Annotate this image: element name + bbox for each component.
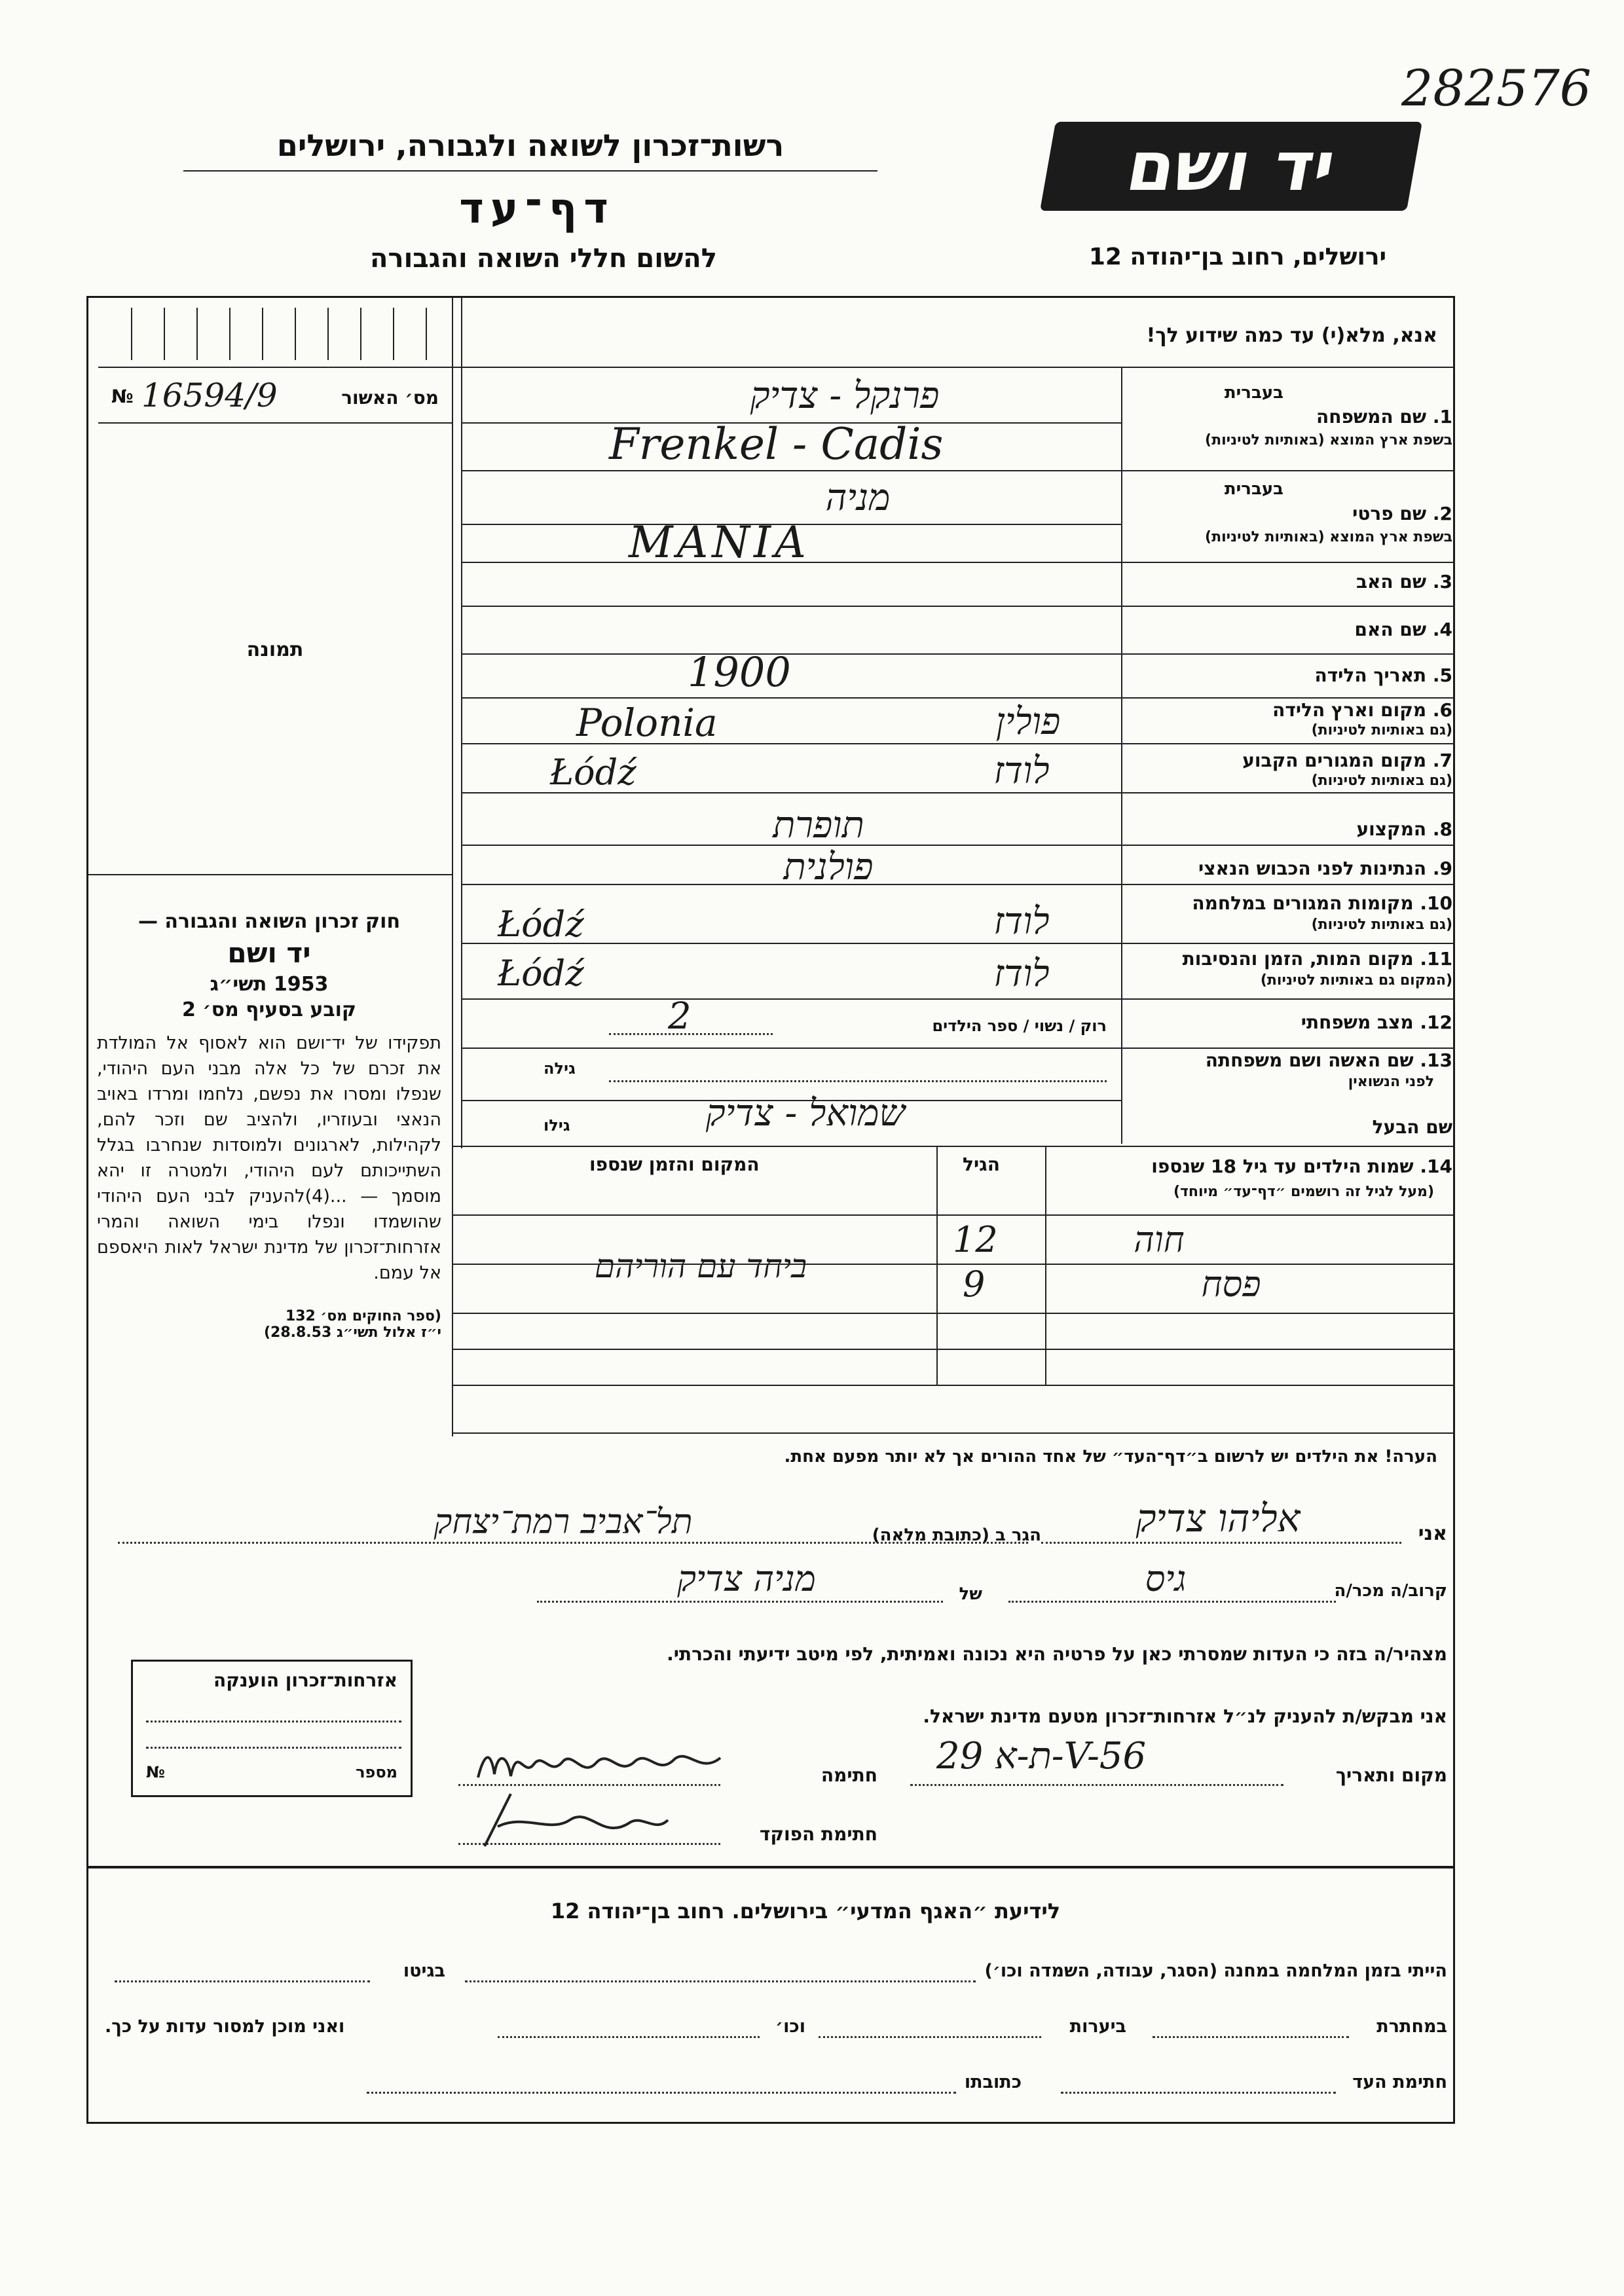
- note-top-line: [452, 1432, 1455, 1434]
- f5-label: 5. תאריך הלידה: [1314, 665, 1452, 686]
- f2-hebrew-tag: בעברית: [1224, 479, 1283, 499]
- f10-value-hebrew: לודז: [993, 900, 1050, 943]
- citizenship-number-label: מספר: [356, 1763, 397, 1781]
- f3-label: 3. שם האב: [1356, 571, 1452, 592]
- law-body: תפקידו של יד־ושם הוא לאסוף אל המולדת את זכרם של כל אלה מבני העם היהודי, שנפלו ומסרו את נפשם, נלחמו ומרדו באויב הנאצי ובעוזריו, ולהציב שם וזכר להם, לקהילות, לארגונים ולמוסדות שנחרבו בגלל השתייכותם לעם היהודי, ולמטרה זו יהא מוסמך — ...(4)להעניק לבני העם היהודי שהושמדו ונפלו בימי השואה והמרי אזרחות־זכרון של מדינת ישראל לאות היאספם אל עמם.: [97, 1033, 441, 1283]
- f7-value-hebrew: לודז: [993, 750, 1050, 792]
- law-ref-2: י״ז אלול תשי״ג 28.8.53): [263, 1324, 441, 1341]
- bottom-title: לידיעת ״האגף המדעי״ בירושלים. רחוב בן־יהודה 12: [550, 1899, 1061, 1923]
- law-block: [97, 910, 441, 1341]
- declarant-relation: גיס: [1145, 1558, 1187, 1599]
- authority-underline: [183, 170, 877, 172]
- f13-label: 13. שם האשה ושם משפחתה: [1205, 1049, 1452, 1071]
- f1-label: 1. שם המשפחה: [1316, 406, 1452, 428]
- left-column-divider: [452, 297, 453, 1436]
- f7-label: 7. מקום המגורים הקבוע: [1242, 750, 1452, 771]
- bottom-line2-a: במחתרת: [1376, 2016, 1447, 2037]
- note-text: הערה! את הילדים יש לרשום ב״דף־העד״ של אחד ההורים אך לא יותר מפעם אחת.: [784, 1447, 1437, 1467]
- children-col-place: המקום והזמן שנספו: [589, 1154, 760, 1175]
- citizenship-box: [131, 1660, 413, 1797]
- f13-age-label: גילה: [544, 1059, 576, 1078]
- intro-text: אנא, מלא(י) עד כמה שידוע לך!: [1146, 324, 1437, 347]
- approval-top-line: [98, 367, 452, 368]
- f6-value-latin: Polonia: [576, 701, 718, 745]
- f13-husband-age-label: גילו: [544, 1116, 570, 1135]
- yad-vashem-logo: יד ושם: [1040, 122, 1422, 211]
- f9-value: פולנית: [783, 846, 874, 888]
- f7-sublabel: (גם באותיות לטיניות): [1311, 773, 1452, 789]
- law-section: קובע בסעיף מס׳ 2: [181, 998, 357, 1021]
- declarant-name: אליהו צדיק: [1135, 1496, 1301, 1540]
- law-ref-1: (ספר החוקים מס׳ 132: [285, 1308, 441, 1324]
- intro-underline: [452, 367, 1454, 368]
- bottom-line2-c: וכו׳: [775, 2016, 805, 2037]
- citizenship-title: אזרחות־זכרון הוענקה: [213, 1669, 397, 1691]
- approval-label: מס׳ האשור: [341, 387, 439, 409]
- law-brand: יד ושם: [227, 937, 311, 969]
- f9-label: 9. הנתינות לפני הכבוש הנאצי: [1198, 858, 1452, 879]
- f13-wife-dots: [609, 1080, 1107, 1082]
- bottom-line2-b: ביערות: [1069, 2016, 1126, 2037]
- bottom-line3-b: כתובתו: [964, 2072, 1022, 2092]
- declarant-relative-label: קרוב/ה מכר/ה: [1334, 1581, 1447, 1601]
- f13-sublabel: לפני הנשואין: [1348, 1074, 1434, 1090]
- upper-left-column-divider: [461, 297, 462, 1148]
- approval-prefix: №: [111, 386, 134, 407]
- f13-husband-label: שם הבעל: [1372, 1116, 1452, 1138]
- header-address: ירושלים, רחוב בן־יהודה 12: [1088, 244, 1387, 270]
- children-col-age: הגיל: [963, 1154, 1000, 1175]
- child-2-place: ביחד עם הוריהם: [594, 1247, 807, 1285]
- children-label: 14. שמות הילדים עד גיל 18 שנספו: [1151, 1156, 1452, 1177]
- law-title: חוק זכרון השואה והגבורה —: [138, 910, 401, 933]
- child-2-age: 9: [963, 1264, 986, 1305]
- f6-sublabel: (גם באותיות לטיניות): [1311, 722, 1452, 738]
- f8-value: תופרת: [773, 804, 864, 847]
- f2-sublabel: בשפת ארץ המוצא (באותיות לטיניות): [1205, 529, 1452, 545]
- signature-label: חתימה: [821, 1764, 877, 1786]
- declarant-relation-dots: [1008, 1601, 1336, 1603]
- official-signature: [471, 1787, 681, 1853]
- photo-label: תמונה: [246, 638, 304, 661]
- f10-sublabel: (גם באותיות לטיניות): [1311, 917, 1452, 933]
- f11-value-latin: Łódź: [498, 953, 584, 994]
- bottom-line3-a: חתימת העד: [1352, 2072, 1447, 2092]
- declarant-name-dots: [1041, 1542, 1401, 1544]
- f10-value-latin: Łódź: [498, 903, 584, 945]
- children-sublabel: (מעל לגיל זה רושמים ״דף־עד״ מיוחד): [1173, 1184, 1434, 1200]
- bottom-line1-b: בגיטו: [403, 1961, 445, 1981]
- f11-value-hebrew: לודז: [993, 953, 1050, 995]
- f10-label: 10. מקומות המגורים במלחמה: [1192, 892, 1452, 914]
- children-top-line: [452, 1146, 1455, 1147]
- declarant-of-name: מניה צדיק: [677, 1558, 816, 1599]
- request-text: אני מבקש/ת להעניק לנ״ל אזרחות־זכרון מטעם מדינת ישראל.: [923, 1705, 1447, 1727]
- bottom-line1-a: הייתי בזמן המלחמה במחנה (הסגר, עבודה, השמדה וכו׳): [984, 1961, 1447, 1981]
- child-1-age: 12: [953, 1219, 998, 1260]
- f2-value-latin: MANIA: [629, 517, 810, 568]
- f1-value-hebrew: פרנקל - צדיק: [750, 374, 940, 417]
- declarant-lives-at-label: הגר ב (כתובת מלאה): [872, 1525, 1041, 1545]
- law-year: 1953 תשי״ג: [210, 973, 329, 996]
- official-signature-label: חתימת הפוקד: [759, 1823, 877, 1845]
- f1-hebrew-tag: בעברית: [1224, 383, 1283, 403]
- declarant-of-label: של: [959, 1584, 982, 1604]
- child-2-name: פסח: [1201, 1264, 1261, 1305]
- declaration-text: מצהיר/ה בזה כי העדות שמסרתי כאן על פרטיה היא נכונה ואמיתית, לפי מיטב ידיעתי והכרתי.: [667, 1643, 1447, 1665]
- f11-label: 11. מקום המות, הזמן והנסיבות: [1182, 948, 1452, 970]
- f11-sublabel: (המקום גם באותיות לטיניות): [1260, 972, 1452, 989]
- approval-value: 16594/9: [141, 376, 278, 414]
- declarant-of-dots: [537, 1601, 943, 1603]
- f12-options: רוק / נשוי / ספר הילדים: [932, 1017, 1107, 1035]
- f13-husband-value: שמואל - צדיק: [705, 1092, 906, 1135]
- bottom-separator: [88, 1866, 1454, 1868]
- labels-divider: [1121, 368, 1122, 1144]
- declarant-address-dots: [118, 1542, 1028, 1544]
- f12-children-count: 2: [668, 995, 692, 1038]
- bottom-line2-d: ואני מוכן למסור עדות על כך.: [105, 2016, 345, 2037]
- place-date-value: ת-א 29-V-56: [936, 1735, 1147, 1777]
- approval-bottom-line: [98, 422, 452, 424]
- f2-label: 2. שם פרטי: [1352, 503, 1452, 524]
- tick-marks: [98, 308, 445, 360]
- f7-value-latin: Łódź: [550, 752, 637, 793]
- declarant-signature: [471, 1732, 733, 1791]
- f6-value-hebrew: פולין: [995, 701, 1061, 743]
- approval-number-row: [111, 376, 445, 416]
- citizenship-no: №: [146, 1763, 165, 1781]
- f5-value: 1900: [688, 648, 791, 696]
- declarant-ani: אני: [1418, 1522, 1447, 1545]
- photo-bottom-line: [88, 874, 452, 875]
- authority-title: רשות־זכרון לשואה ולגבורה, ירושלים: [276, 128, 784, 163]
- f1-value-latin: Frenkel - Cadis: [609, 419, 944, 469]
- f2-value-hebrew: מניה: [825, 477, 891, 519]
- archive-number: 282576: [1401, 59, 1592, 117]
- f4-label: 4. שם האם: [1354, 619, 1452, 640]
- place-date-dots: [910, 1784, 1283, 1786]
- child-1-name: חוה: [1134, 1219, 1185, 1260]
- f12-label: 12. מצב משפחתי: [1301, 1011, 1452, 1033]
- page-title: דף־עד: [459, 185, 615, 233]
- f6-label: 6. מקום וארץ הלידה: [1272, 699, 1452, 721]
- page-subtitle: להשום חללי השואה והגבורה: [370, 244, 717, 274]
- f8-label: 8. המקצוע: [1356, 818, 1452, 840]
- declarant-address: תל־אביב רמת־יצחק: [434, 1503, 693, 1542]
- place-date-label: מקום ותאריך: [1335, 1764, 1447, 1786]
- f1-sublabel: בשפת ארץ המוצא (באותיות לטיניות): [1205, 432, 1452, 448]
